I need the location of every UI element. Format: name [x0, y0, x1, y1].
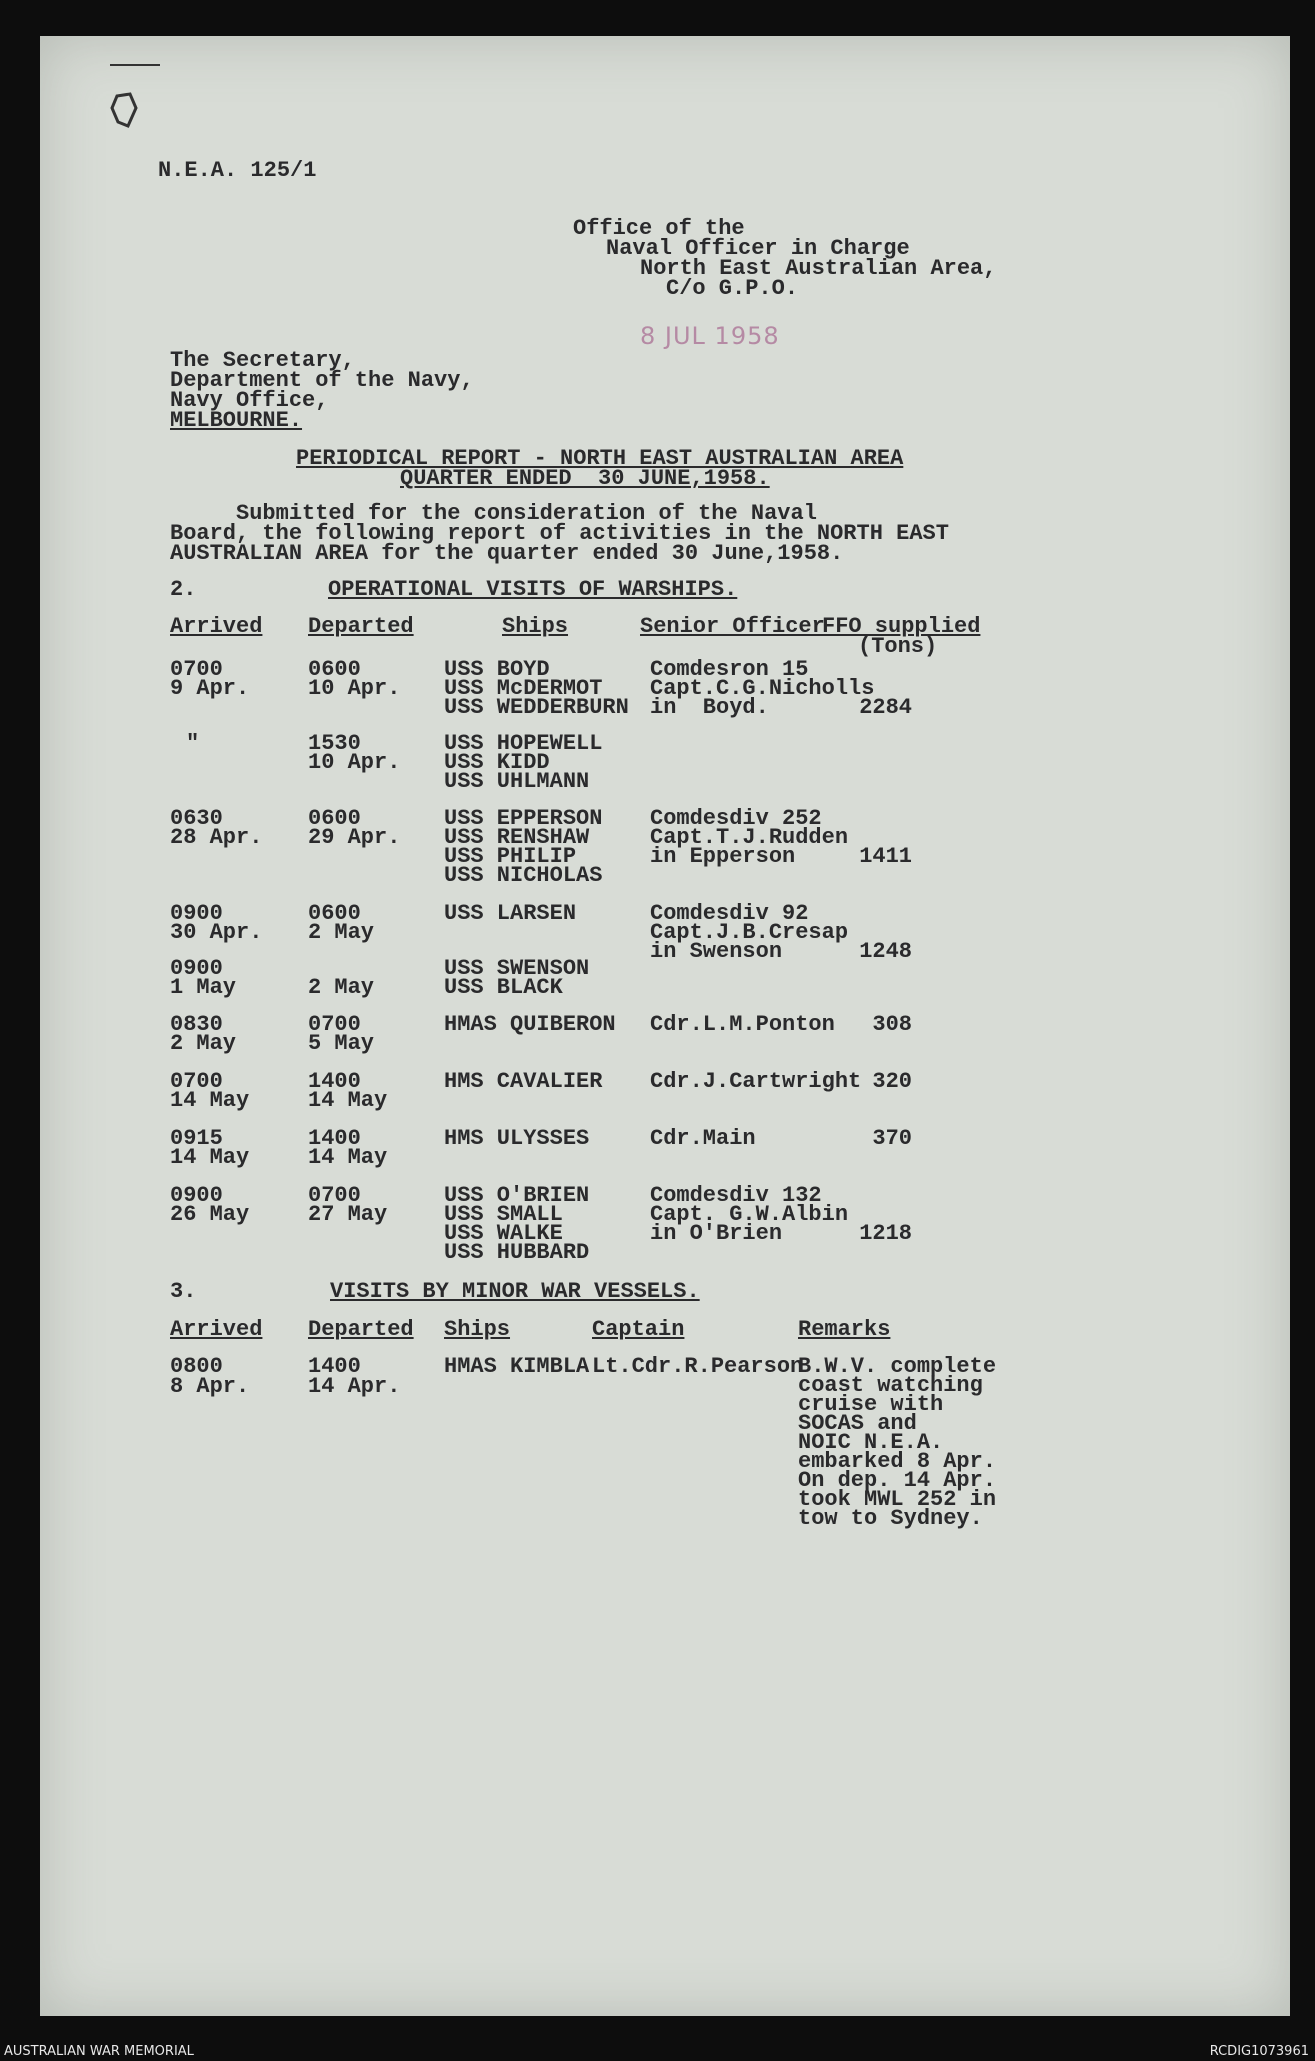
sender-line: North East Australian Area, [640, 256, 997, 281]
date-stamp-text: 8 JUL 1958 [640, 322, 780, 350]
cell-arrived: 0900 [170, 1183, 223, 1208]
cell-arrived: 28 Apr. [170, 825, 263, 850]
col-senior-officer: Senior Officer [640, 614, 825, 639]
col-ffo-unit: (Tons) [858, 634, 938, 659]
cell-arrived: 0630 [170, 806, 223, 831]
cell-ffo: 1218 [859, 1221, 912, 1246]
cell-ship: USS PHILIP [444, 844, 577, 869]
sender-line: C/o G.P.O. [666, 276, 799, 301]
footer-right: RCDIG1073961 [1209, 2044, 1309, 2059]
col-ffo-supplied: FFO supplied [822, 614, 981, 639]
section-2-number: 2. [170, 577, 197, 602]
cell-senior-officer: in Swenson [650, 939, 783, 964]
remarks-line: tow to Sydney. [798, 1506, 983, 1531]
sender-line: Office of the [573, 216, 745, 241]
intro-line: Submitted for the consideration of the Naval [170, 501, 817, 526]
cell-departed: 1530 [308, 731, 361, 756]
col-ships: Ships [502, 614, 569, 639]
recipient-line: MELBOURNE. [170, 408, 303, 433]
cell-arrived: 14 May [170, 1088, 250, 1113]
cell-senior-officer: in Boyd. [650, 695, 769, 720]
cell-departed: 1400 [308, 1354, 361, 1379]
cell-departed: 14 May [308, 1145, 388, 1170]
cell-departed: 0700 [308, 1183, 361, 1208]
cell-arrived: 0900 [170, 956, 223, 981]
cell-ship: USS RENSHAW [444, 825, 590, 850]
cell-departed: 14 Apr. [308, 1374, 401, 1399]
remarks-line: coast watching [798, 1373, 983, 1398]
cell-ship: HMAS KIMBLA [444, 1354, 590, 1379]
cell-arrived: 8 Apr. [170, 1374, 250, 1399]
cell-ship: USS WEDDERBURN [444, 695, 629, 720]
cell-departed: 2 May [308, 975, 375, 1000]
cell-senior-officer: Capt.J.B.Cresap [650, 920, 849, 945]
cell-senior-officer: Comdesdiv 252 [650, 806, 822, 831]
document-page [40, 36, 1290, 2016]
section-3-number: 3. [170, 1279, 197, 1304]
cell-arrived: 0700 [170, 1069, 223, 1094]
cell-departed: 10 Apr. [308, 676, 401, 701]
cell-ship: USS WALKE [444, 1221, 563, 1246]
cell-arrived: 0830 [170, 1012, 223, 1037]
cell-arrived: " [186, 731, 200, 756]
cell-senior-officer: in O'Brien [650, 1221, 783, 1246]
intro-line: Board, the following report of activities in the NORTH EAST [170, 521, 949, 546]
cell-departed: 0700 [308, 1012, 361, 1037]
cell-departed: 27 May [308, 1202, 388, 1227]
remarks-line: embarked 8 Apr. [798, 1449, 997, 1474]
cell-departed: 1400 [308, 1126, 361, 1151]
cell-senior-officer: Capt.T.J.Rudden [650, 825, 849, 850]
cell-ship: HMS CAVALIER [444, 1069, 603, 1094]
remarks-line: cruise with [798, 1392, 944, 1417]
remarks-line: took MWL 252 in [798, 1487, 997, 1512]
cell-ship: USS HOPEWELL [444, 731, 603, 756]
cell-arrived: 2 May [170, 1031, 237, 1056]
cell-ship: USS KIDD [444, 750, 550, 775]
cell-ship: USS HUBBARD [444, 1240, 590, 1265]
corner-dash [110, 64, 160, 66]
cell-departed: 2 May [308, 920, 375, 945]
cell-arrived: 14 May [170, 1145, 250, 1170]
cell-arrived: 0915 [170, 1126, 223, 1151]
sender-line: Naval Officer in Charge [606, 236, 910, 261]
cell-senior-officer: Comdesdiv 132 [650, 1183, 822, 1208]
cell-ffo: 320 [872, 1069, 912, 1094]
punch-hole-mark [92, 86, 152, 136]
cell-captain: Lt.Cdr.R.Pearson [592, 1354, 804, 1379]
cell-senior-officer: Comdesron 15 [650, 657, 809, 682]
cell-departed: 10 Apr. [308, 750, 401, 775]
cell-ship: USS McDERMOT [444, 676, 603, 701]
cell-ship: USS LARSEN [444, 901, 577, 926]
date-stamp [640, 322, 780, 350]
cell-departed: 29 Apr. [308, 825, 401, 850]
cell-departed: 1400 [308, 1069, 361, 1094]
cell-senior-officer: Cdr.J.Cartwright [650, 1069, 862, 1094]
col-departed: Departed [308, 614, 414, 639]
cell-senior-officer: in Epperson [650, 844, 796, 869]
cell-arrived: 30 Apr. [170, 920, 263, 945]
remarks-line: SOCAS and [798, 1411, 917, 1436]
cell-departed: 14 May [308, 1088, 388, 1113]
remarks-line: B.W.V. complete [798, 1354, 997, 1379]
report-title: PERIODICAL REPORT - NORTH EAST AUSTRALIAN AREA [296, 446, 904, 471]
cell-arrived: 1 May [170, 975, 237, 1000]
cell-ship: USS EPPERSON [444, 806, 603, 831]
report-subtitle: QUARTER ENDED 30 JUNE,1958. [400, 466, 770, 491]
cell-arrived: 26 May [170, 1202, 250, 1227]
col-arrived: Arrived [170, 1317, 263, 1342]
cell-ship: USS BOYD [444, 657, 550, 682]
cell-ffo: 370 [872, 1126, 912, 1151]
remarks-line: On dep. 14 Apr. [798, 1468, 997, 1493]
cell-ffo: 2284 [859, 695, 912, 720]
cell-ship: USS BLACK [444, 975, 563, 1000]
cell-senior-officer: Capt.C.G.Nicholls [650, 676, 875, 701]
intro-line: AUSTRALIAN AREA for the quarter ended 30 June,1958. [170, 541, 844, 566]
cell-ship: USS SMALL [444, 1202, 563, 1227]
cell-ffo: 1248 [859, 939, 912, 964]
col-captain: Captain [592, 1317, 685, 1342]
cell-arrived: 9 Apr. [170, 676, 250, 701]
cell-senior-officer: Cdr.Main [650, 1126, 756, 1151]
col-departed: Departed [308, 1317, 414, 1342]
cell-senior-officer: Cdr.L.M.Ponton [650, 1012, 835, 1037]
col-ships: Ships [444, 1317, 511, 1342]
cell-departed: 0600 [308, 806, 361, 831]
cell-departed: 0600 [308, 657, 361, 682]
cell-departed: 0600 [308, 901, 361, 926]
cell-ship: USS O'BRIEN [444, 1183, 590, 1208]
recipient-line: Navy Office, [170, 388, 329, 413]
cell-arrived: 0800 [170, 1354, 223, 1379]
cell-senior-officer: Comdesdiv 92 [650, 901, 809, 926]
cell-arrived: 0700 [170, 657, 223, 682]
section-3-heading: VISITS BY MINOR WAR VESSELS. [330, 1279, 700, 1304]
section-2-heading: OPERATIONAL VISITS OF WARSHIPS. [328, 577, 738, 602]
recipient-line: Department of the Navy, [170, 368, 474, 393]
cell-ship: HMS ULYSSES [444, 1126, 590, 1151]
col-remarks: Remarks [798, 1317, 891, 1342]
col-arrived: Arrived [170, 614, 263, 639]
cell-ship: USS SWENSON [444, 956, 590, 981]
cell-ship: HMAS QUIBERON [444, 1012, 616, 1037]
recipient-line: The Secretary, [170, 348, 355, 373]
cell-senior-officer: Capt. G.W.Albin [650, 1202, 849, 1227]
cell-ship: USS NICHOLAS [444, 863, 603, 888]
cell-arrived: 0900 [170, 901, 223, 926]
reference-number: N.E.A. 125/1 [158, 158, 317, 183]
remarks-line: NOIC N.E.A. [798, 1430, 944, 1455]
cell-ffo: 1411 [859, 844, 912, 869]
cell-ship: USS UHLMANN [444, 769, 590, 794]
footer-left: AUSTRALIAN WAR MEMORIAL [4, 2044, 194, 2059]
cell-ffo: 308 [872, 1012, 912, 1037]
cell-departed: 5 May [308, 1031, 375, 1056]
